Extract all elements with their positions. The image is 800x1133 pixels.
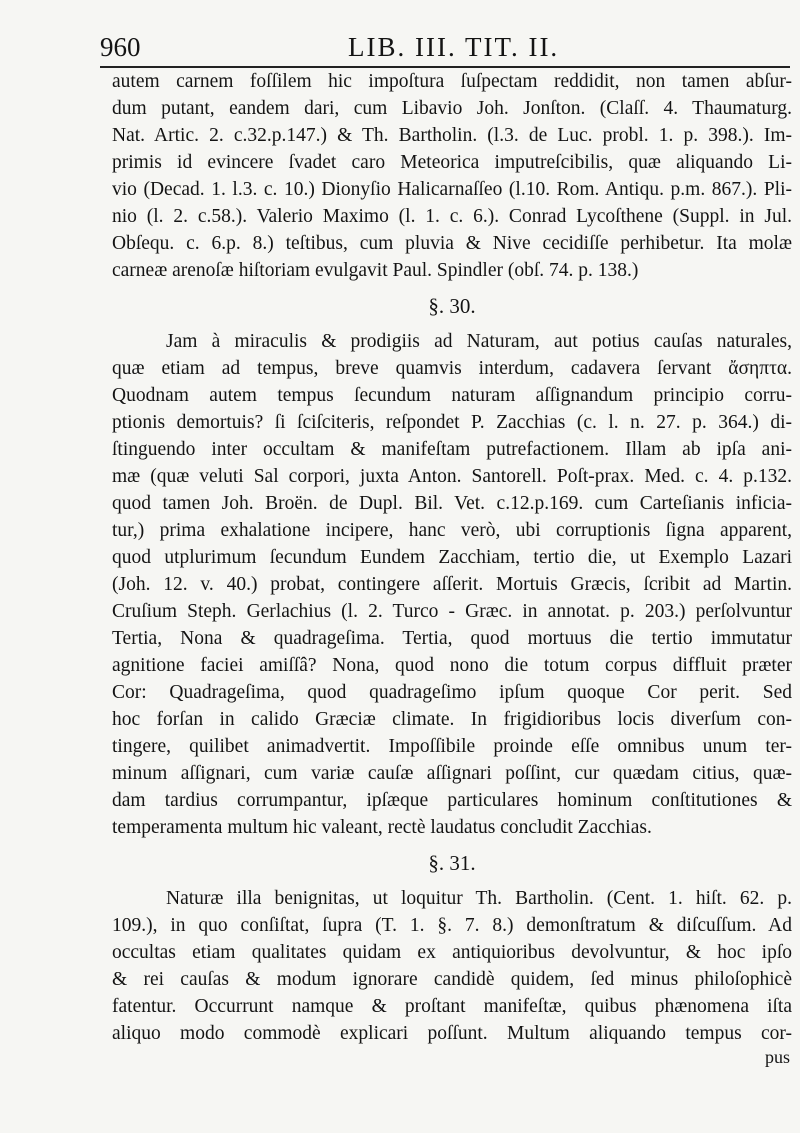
text-line: fatentur. Occurrunt namque & proſtant manifeſtæ, quibus phænomena iſta bbox=[112, 996, 792, 1017]
text-line: Naturæ illa benignitas, ut loquitur Th. Bartholin. (Cent. 1. hiſt. 62. p. bbox=[166, 888, 792, 909]
text-line: vio (Decad. 1. l.3. c. 10.) Dionyſio Halicarnaſſeo (l.10. Rom. Antiqu. p.m. 867.). Pli- bbox=[112, 179, 792, 200]
paragraph-3 bbox=[112, 885, 792, 1047]
text-line: carneæ arenoſæ hiſtoriam evulgavit Paul. Spindler (obſ. 74. p. 138.) bbox=[112, 260, 639, 281]
text-line: (Joh. 12. v. 40.) probat, contingere aſſerit. Mortuis Græcis, ſcribit ad Martin. bbox=[112, 574, 792, 595]
section-heading-31: §. 31. bbox=[428, 851, 476, 875]
text-line: dum putant, eandem dari, cum Libavio Joh. Jonſton. (Claſſ. 4. Thaumaturg. bbox=[112, 98, 792, 119]
text-line: temperamenta multum hic valeant, rectè laudatus concludit Zacchias. bbox=[112, 817, 652, 838]
running-title: LIB. III. TIT. II. bbox=[348, 32, 560, 62]
text-line: Quodnam autem tempus ſecundum naturam aſſignandum principio corru- bbox=[112, 385, 792, 406]
page-body bbox=[112, 68, 792, 1074]
text-line: ptionis demortuis? ſi ſciſciteris, reſpondet P. Zacchias (c. l. n. 27. p. 364.) di- bbox=[112, 412, 792, 433]
text-line: Nat. Artic. 2. c.32.p.147.) & Th. Bartholin. (l.3. de Luc. probl. 1. p. 398.). Im- bbox=[112, 125, 792, 146]
text-line: autem carnem foſſilem hic impoſtura ſuſpectam reddidit, non tamen abſur- bbox=[112, 71, 792, 92]
paragraph-1 bbox=[112, 68, 792, 284]
text-line: Obſequ. c. 6.p. 8.) teſtibus, cum pluvia & Nive cecidiſſe perhibetur. Ita molæ bbox=[112, 233, 792, 254]
text-line: Jam à miraculis & prodigiis ad Naturam, aut potius cauſas naturales, bbox=[166, 331, 792, 352]
text-line: minum aſſignari, cum variæ cauſæ aſſignari poſſint, cur quædam citius, quæ- bbox=[112, 763, 792, 784]
text-line: Cruſium Steph. Gerlachius (l. 2. Turco - Græc. in annotat. p. 203.) perſolvuntur bbox=[112, 601, 792, 622]
text-line: quæ etiam ad tempus, breve quamvis interdum, cadavera ſervant ἄσηπτα. bbox=[112, 358, 792, 379]
page-number: 960 bbox=[100, 32, 141, 62]
text-line: occultas etiam qualitates quidam ex antiquioribus devolvuntur, & hoc ipſo bbox=[112, 942, 792, 963]
text-line: hoc forſan in calido Græciæ climate. In frigidioribus locis diverſum con- bbox=[112, 709, 792, 730]
catchword: pus bbox=[764, 1047, 790, 1067]
section-heading-30: §. 30. bbox=[428, 294, 476, 318]
text-line: quod tamen Joh. Broën. de Dupl. Bil. Vet. c.12.p.169. cum Carteſianis inficia- bbox=[112, 493, 792, 514]
text-line: mæ (quæ veluti Sal corpori, juxta Anton. Santorell. Poſt-prax. Med. c. 4. p.132. bbox=[112, 466, 792, 487]
text-line: quod utplurimum ſecundum Eundem Zacchiam, tertio die, ut Exemplo Lazari bbox=[112, 547, 792, 568]
paragraph-2 bbox=[112, 328, 792, 841]
text-line: aliquo modo commodè explicari poſſunt. Multum aliquando tempus cor- bbox=[112, 1023, 792, 1044]
text-line: dam tardius corrumpantur, ipſæque particulares hominum conſtitutiones & bbox=[112, 790, 792, 811]
text-line: nio (l. 2. c.58.). Valerio Maximo (l. 1. c. 6.). Conrad Lycoſthene (Suppl. in Jul. bbox=[112, 206, 792, 227]
text-line: 109.), in quo conſiſtat, ſupra (T. 1. §. 7. 8.) demonſtratum & diſcuſſum. Ad bbox=[112, 915, 792, 936]
page-header bbox=[100, 26, 790, 68]
text-line: Cor: Quadrageſima, quod quadrageſimo ipſum quoque Cor perit. Sed bbox=[112, 682, 792, 703]
text-line: ſtinguendo inter occultam & manifeſtam putrefactionem. Illam ab ipſa ani- bbox=[112, 439, 792, 460]
text-line: tingere, quilibet animadvertit. Impoſſibile proinde eſſe omnibus unum ter- bbox=[112, 736, 792, 757]
text-line: tur,) prima exhalatione incipere, hanc verò, ubi corruptionis ſigna apparent, bbox=[112, 520, 792, 541]
text-line: & rei cauſas & modum ignorare candidè quidem, ſed minus philoſophicè bbox=[112, 969, 792, 990]
text-line: primis id evincere ſvadet caro Meteorica imputreſcibilis, quæ aliquando Li- bbox=[112, 152, 792, 173]
text-line: agnitione faciei amiſſâ? Nona, quod nono die totum corpus diffluit præter bbox=[112, 655, 792, 676]
text-line: Tertia, Nona & quadrageſima. Tertia, quod mortuus die tertio immutatur bbox=[112, 628, 792, 649]
